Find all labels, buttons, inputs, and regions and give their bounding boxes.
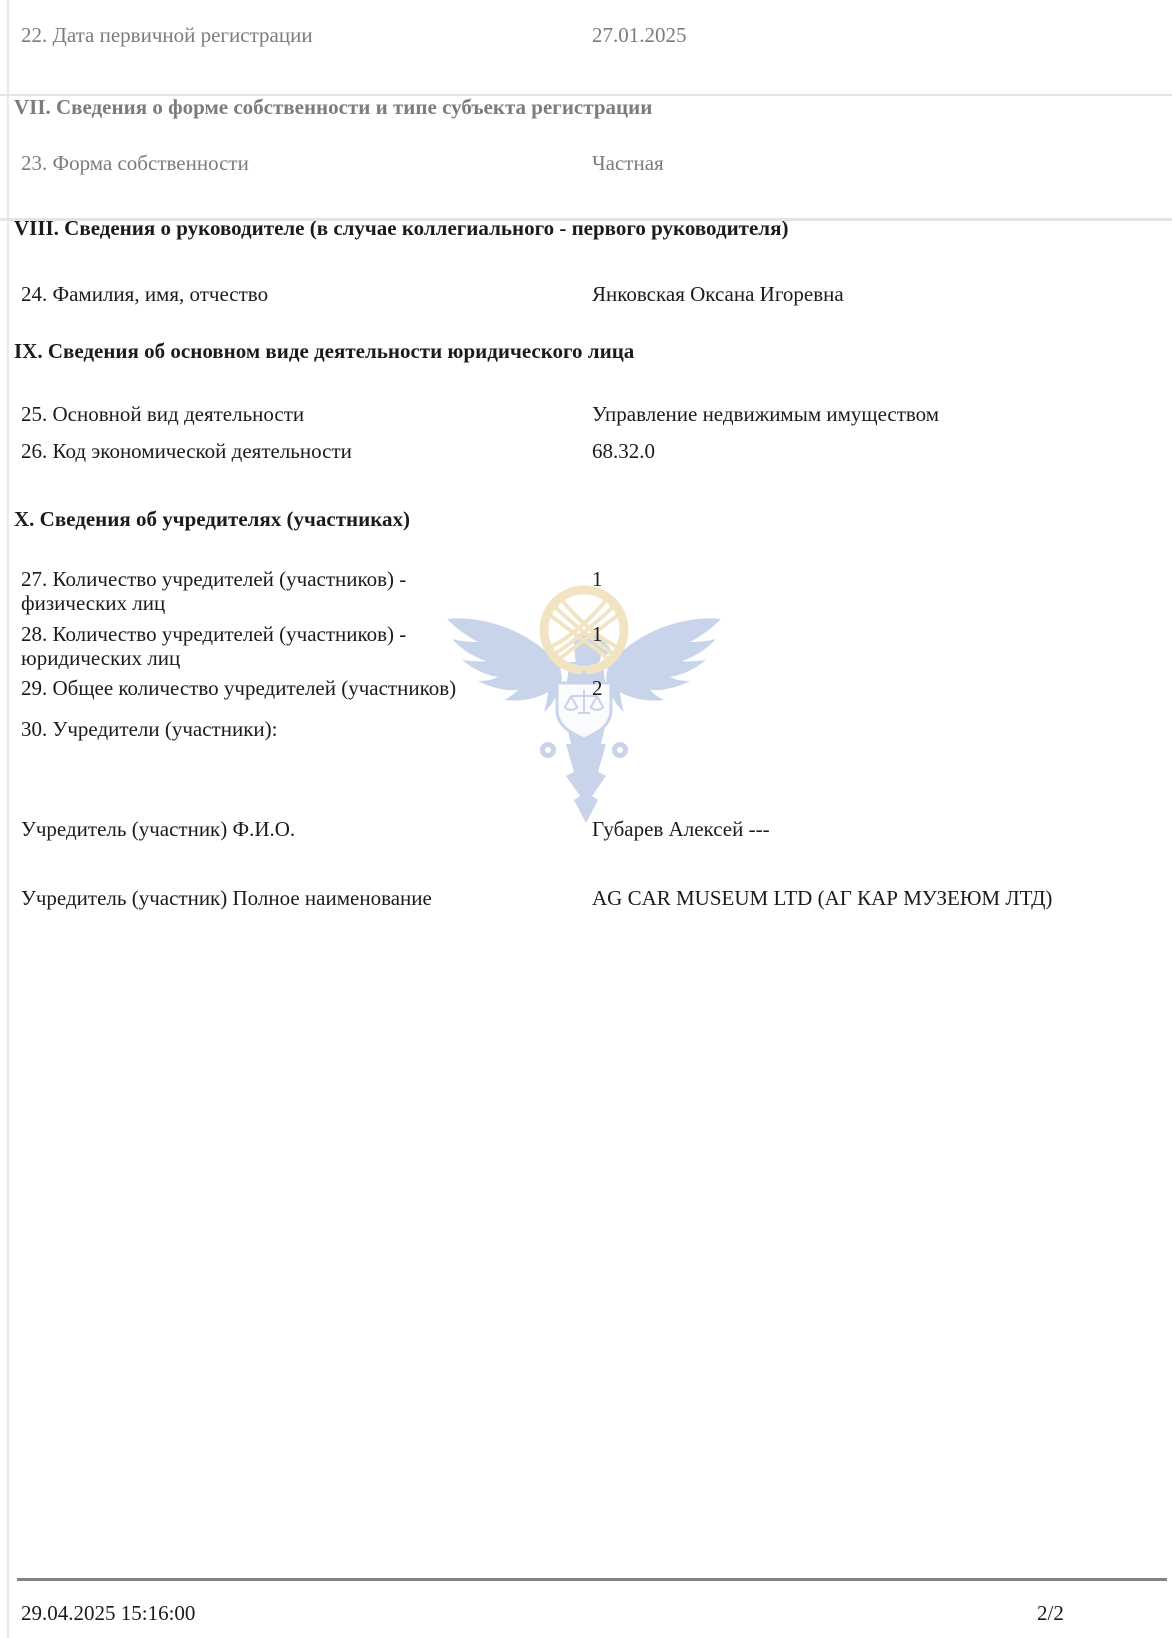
field-30-label: 30. Учредители (участники): [21,717,278,741]
field-28-label [21,622,406,670]
field-28-value: 1 [592,622,603,646]
section-ix-title: IX. Сведения об основном виде деятельности юридического лица [14,339,635,363]
field-24-label: 24. Фамилия, имя, отчество [21,282,269,306]
field-22-value: 27.01.2025 [592,23,687,47]
field-23-value: Частная [592,151,664,175]
field-26-value: 68.32.0 [592,439,655,463]
field-26-label: 26. Код экономической деятельности [21,439,352,463]
field-29-label: 29. Общее количество учредителей (участников) [21,676,457,700]
field-24-value: Янковская Оксана Игоревна [592,282,844,306]
field-23-label: 23. Форма собственности [21,151,249,175]
founder-name-value: AG CAR MUSEUM LTD (АГ КАР МУЗЕЮМ ЛТД) [592,886,1053,910]
field-28-label-line2: юридических лиц [21,646,181,670]
footer-timestamp: 29.04.2025 15:16:00 [21,1601,196,1625]
founder-fio-value: Губарев Алексей --- [592,817,770,841]
footer-divider-line [17,1578,1167,1581]
section-viii-title: VIII. Сведения о руководителе (в случае коллегиального - первого руководителя) [14,218,789,240]
section-x-title: X. Сведения об учредителях (участниках) [14,507,410,531]
field-22-label: 22. Дата первичной регистрации [21,23,313,47]
field-25-label: 25. Основной вид деятельности [21,402,305,426]
page-break-divider [0,218,1172,247]
field-29-value: 2 [592,676,603,700]
founder-name-label: Учредитель (участник) Полное наименование [21,886,432,910]
field-27-label-line1: 27. Количество учредителей (участников) - [21,567,407,591]
founder-fio-label: Учредитель (участник) Ф.И.О. [21,817,296,841]
field-27-label-line2: физических лиц [21,591,166,615]
field-25-value: Управление недвижимым имуществом [592,402,940,426]
section-vii-title: VII. Сведения о форме собственности и типе субъекта регистрации [14,95,653,119]
field-27-label [21,567,406,615]
field-28-label-line1: 28. Количество учредителей (участников) - [21,622,407,646]
watermark-eagle-emblem [440,582,730,832]
footer-page-indicator: 2/2 [1037,1601,1064,1625]
field-27-value: 1 [592,567,603,591]
